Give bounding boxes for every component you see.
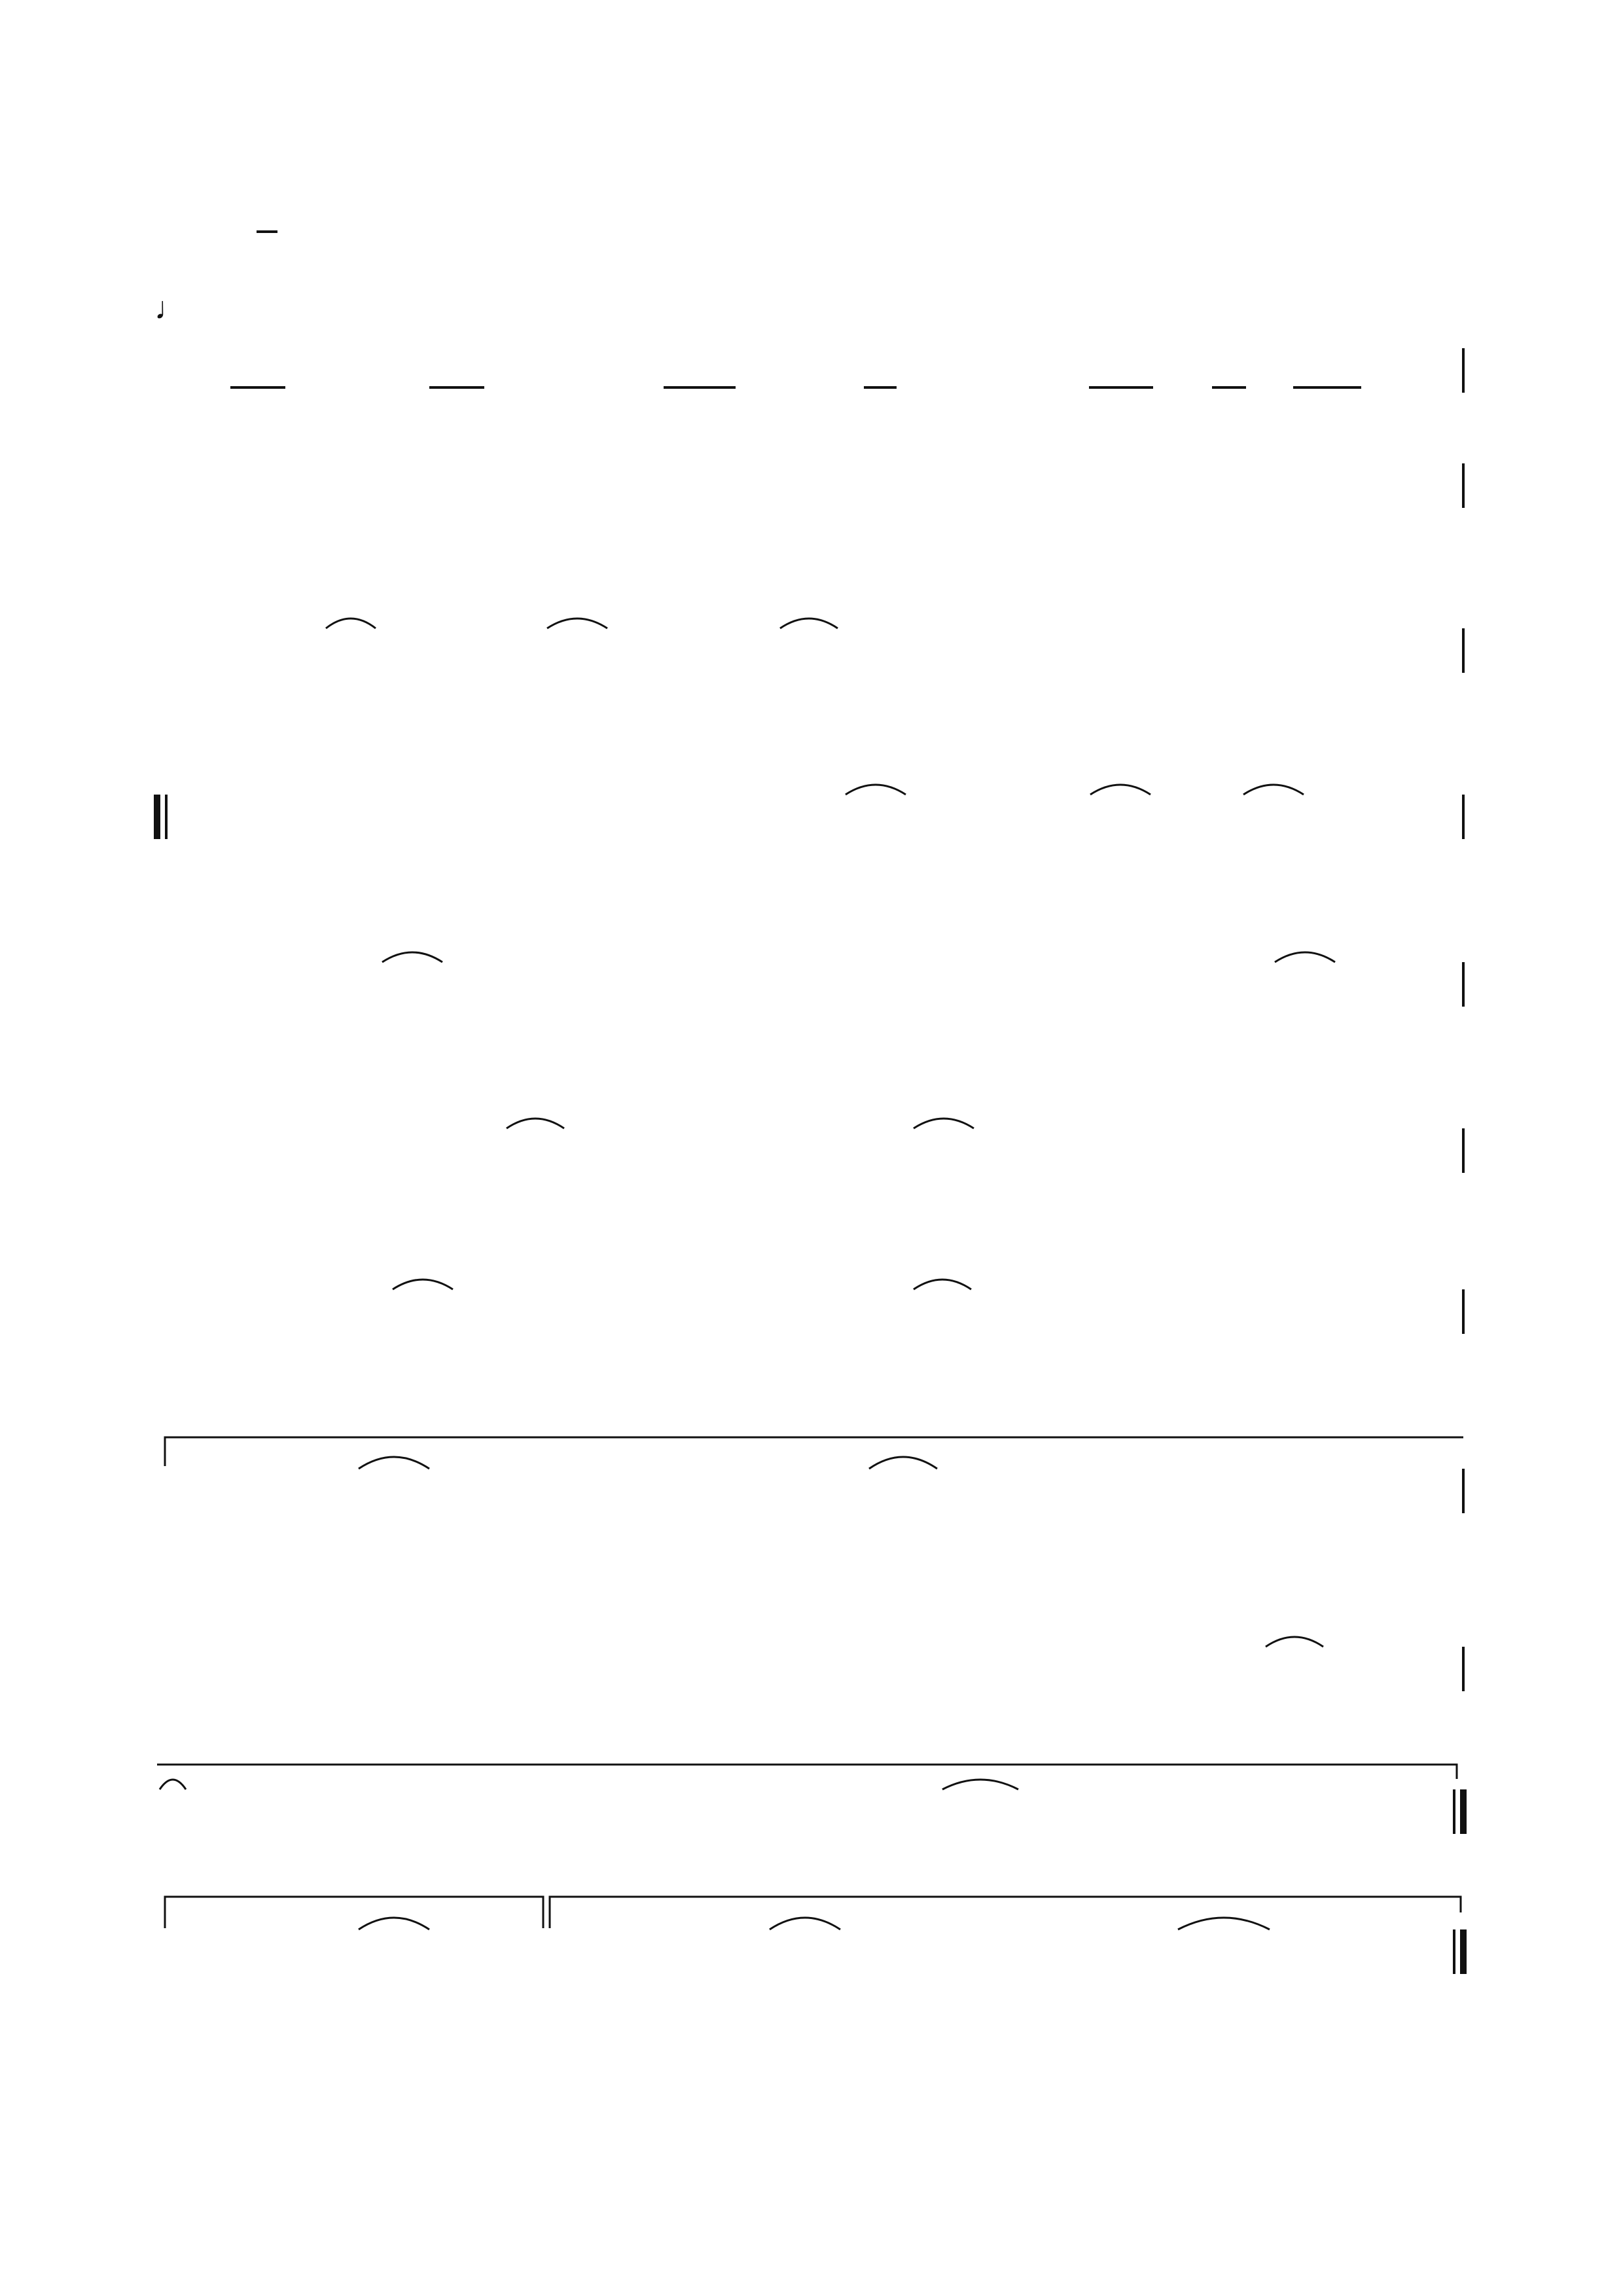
slur bbox=[393, 1280, 453, 1289]
slur bbox=[359, 1457, 429, 1469]
tempo-marking bbox=[154, 291, 186, 327]
slur bbox=[770, 1918, 840, 1929]
slur bbox=[326, 619, 376, 628]
slur bbox=[507, 1119, 564, 1128]
slur bbox=[1275, 952, 1335, 962]
slur bbox=[1090, 785, 1150, 795]
slur bbox=[780, 619, 838, 628]
repeat-end-barline bbox=[1454, 1789, 1463, 1834]
slur bbox=[382, 952, 442, 962]
volta-1-bracket-continued bbox=[157, 1765, 1457, 1779]
slur bbox=[359, 1918, 429, 1929]
volta-2-bracket bbox=[165, 1897, 543, 1928]
slur bbox=[869, 1457, 937, 1469]
time-signature bbox=[254, 230, 280, 233]
slur bbox=[547, 619, 607, 628]
slur bbox=[942, 1780, 1018, 1789]
volta-1-bracket bbox=[165, 1437, 1463, 1466]
slur bbox=[846, 785, 906, 795]
slur bbox=[160, 1780, 186, 1789]
slur bbox=[914, 1280, 971, 1289]
ending-bracket bbox=[550, 1897, 1461, 1928]
slur bbox=[914, 1119, 974, 1128]
slur bbox=[1266, 1637, 1323, 1647]
final-barline bbox=[1454, 1929, 1463, 1974]
slur bbox=[1178, 1918, 1270, 1929]
slur bbox=[1243, 785, 1304, 795]
quarter-note-icon: ♩ bbox=[154, 291, 186, 326]
repeat-start-barline bbox=[157, 795, 166, 839]
